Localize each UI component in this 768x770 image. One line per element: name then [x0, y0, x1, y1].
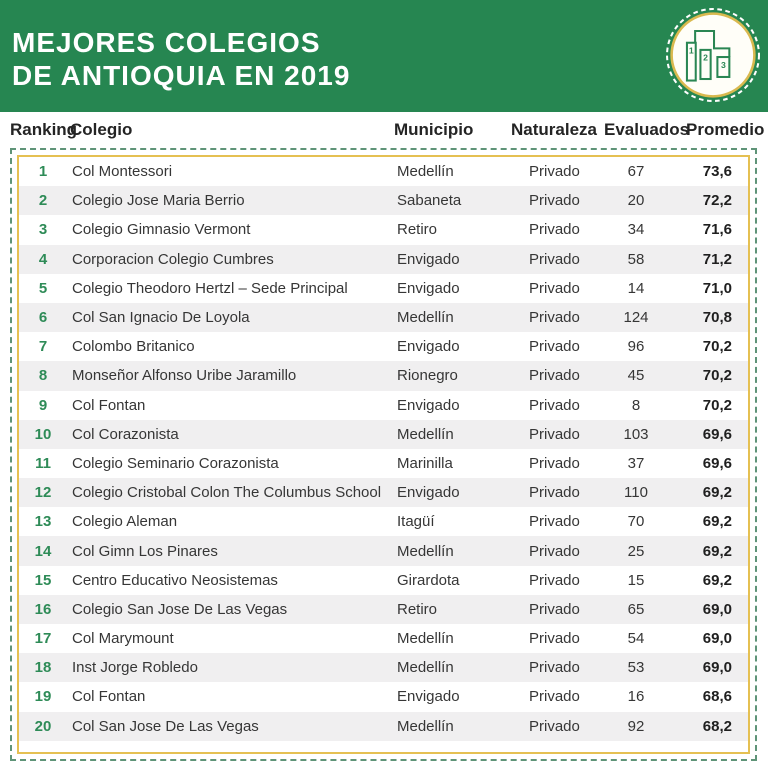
cell-colegio: Col Corazonista [72, 425, 179, 443]
cell-colegio: Col Montessori [72, 163, 173, 181]
cell-promedio: 69,0 [702, 630, 732, 648]
cell-evaluados: 34 [627, 221, 645, 239]
cell-municipio: Medellín [397, 659, 454, 677]
table-row [19, 566, 748, 595]
cell-naturaleza: Privado [529, 309, 580, 327]
column-header-colegio: Colegio [70, 120, 133, 139]
cell-colegio: Corporacion Colegio Cumbres [72, 250, 274, 268]
cell-naturaleza: Privado [529, 250, 580, 268]
cell-colegio: Colegio Cristobal Colon The Columbus School [72, 484, 382, 502]
cell-municipio: Envigado [397, 338, 460, 356]
column-header-promedio: Promedio [686, 120, 765, 139]
cell-evaluados: 92 [627, 717, 645, 735]
cell-evaluados: 25 [627, 542, 645, 560]
podium-number-1: 1 [688, 45, 694, 56]
cell-ranking: 18 [34, 659, 52, 677]
cell-colegio: Centro Educativo Neosistemas [72, 571, 278, 589]
cell-naturaleza: Privado [529, 542, 580, 560]
cell-promedio: 68,6 [702, 688, 732, 706]
cell-evaluados: 53 [627, 659, 645, 677]
cell-promedio: 69,0 [702, 659, 732, 677]
cell-promedio: 69,2 [702, 513, 732, 531]
cell-naturaleza: Privado [529, 221, 580, 239]
cell-promedio: 70,2 [702, 396, 732, 414]
cell-colegio: Inst Jorge Robledo [72, 659, 198, 677]
cell-colegio: Colegio Theodoro Hertzl – Sede Principal [72, 279, 348, 297]
header-banner [0, 0, 768, 112]
cell-naturaleza: Privado [529, 367, 580, 385]
cell-promedio: 71,2 [702, 250, 732, 268]
cell-ranking: 5 [38, 279, 48, 297]
cell-evaluados: 16 [627, 688, 645, 706]
table-row [19, 682, 748, 711]
cell-ranking: 7 [38, 338, 48, 356]
cell-ranking: 4 [38, 250, 48, 268]
table-row [19, 420, 748, 449]
cell-colegio: Col Fontan [72, 396, 146, 414]
cell-colegio: Colegio Seminario Corazonista [72, 454, 279, 472]
cell-municipio: Retiro [397, 221, 438, 239]
table-row [19, 303, 748, 332]
cell-naturaleza: Privado [529, 571, 580, 589]
cell-promedio: 69,2 [702, 542, 732, 560]
table-body-frame [10, 148, 757, 761]
table-row [19, 624, 748, 653]
cell-promedio: 70,2 [702, 338, 732, 356]
cell-promedio: 69,0 [702, 600, 732, 618]
cell-ranking: 3 [38, 221, 48, 239]
table-row [19, 186, 748, 215]
cell-naturaleza: Privado [529, 454, 580, 472]
table-header [0, 112, 768, 148]
cell-ranking: 9 [38, 396, 48, 414]
table-row [19, 332, 748, 361]
cell-naturaleza: Privado [529, 484, 580, 502]
cell-naturaleza: Privado [529, 659, 580, 677]
cell-municipio: Medellín [397, 630, 454, 648]
cell-ranking: 10 [34, 425, 52, 443]
cell-evaluados: 15 [627, 571, 645, 589]
cell-ranking: 12 [34, 484, 52, 502]
cell-naturaleza: Privado [529, 396, 580, 414]
cell-evaluados: 45 [627, 367, 645, 385]
cell-colegio: Col Gimn Los Pinares [72, 542, 218, 560]
cell-naturaleza: Privado [529, 513, 580, 531]
cell-ranking: 11 [35, 454, 51, 472]
table-row [19, 215, 748, 244]
cell-municipio: Envigado [397, 396, 460, 414]
cell-colegio: Colegio San Jose De Las Vegas [72, 600, 288, 618]
column-header-naturaleza: Naturaleza [511, 120, 597, 139]
cell-colegio: Colegio Jose Maria Berrio [72, 192, 245, 210]
table-row [19, 478, 748, 507]
cell-promedio: 71,0 [702, 279, 732, 297]
cell-ranking: 17 [34, 630, 52, 648]
cell-colegio: Colombo Britanico [72, 338, 195, 356]
cell-promedio: 71,6 [702, 221, 732, 239]
cell-naturaleza: Privado [529, 279, 580, 297]
cell-municipio: Marinilla [397, 454, 453, 472]
cell-municipio: Medellín [397, 542, 454, 560]
cell-evaluados: 96 [627, 338, 645, 356]
cell-municipio: Girardota [397, 571, 460, 589]
table-row [19, 361, 748, 390]
podium-number-2: 2 [703, 52, 708, 63]
cell-municipio: Envigado [397, 250, 460, 268]
cell-evaluados: 110 [624, 484, 648, 502]
cell-ranking: 16 [34, 600, 52, 618]
cell-colegio: Col Fontan [72, 688, 146, 706]
cell-naturaleza: Privado [529, 425, 580, 443]
cell-ranking: 19 [34, 688, 52, 706]
cell-promedio: 70,2 [702, 367, 732, 385]
cell-municipio: Envigado [397, 484, 460, 502]
cell-colegio: Col Marymount [72, 630, 174, 648]
cell-colegio: Colegio Gimnasio Vermont [72, 221, 251, 239]
cell-ranking: 8 [38, 367, 48, 385]
table-body [17, 155, 750, 754]
cell-evaluados: 103 [623, 425, 649, 443]
column-header-municipio: Municipio [394, 120, 474, 139]
cell-promedio: 69,6 [702, 425, 732, 443]
cell-promedio: 68,2 [702, 717, 732, 735]
cell-promedio: 69,2 [702, 484, 732, 502]
table-row [19, 449, 748, 478]
cell-colegio: Colegio Aleman [72, 513, 178, 531]
cell-municipio: Envigado [397, 688, 460, 706]
page-title-line2: DE ANTIOQUIA EN 2019 [12, 60, 351, 91]
cell-ranking: 13 [34, 513, 52, 531]
cell-evaluados: 65 [627, 600, 645, 618]
cell-ranking: 14 [34, 542, 52, 560]
cell-municipio: Medellín [397, 425, 454, 443]
cell-evaluados: 67 [627, 163, 645, 181]
cell-colegio: Monseñor Alfonso Uribe Jaramillo [72, 367, 297, 385]
cell-naturaleza: Privado [529, 163, 580, 181]
cell-evaluados: 8 [631, 396, 641, 414]
cell-colegio: Col San Jose De Las Vegas [72, 717, 259, 735]
cell-naturaleza: Privado [529, 192, 580, 210]
cell-municipio: Sabaneta [397, 192, 462, 210]
cell-evaluados: 20 [627, 192, 645, 210]
cell-ranking: 6 [38, 309, 48, 327]
cell-municipio: Medellín [397, 717, 454, 735]
cell-evaluados: 124 [623, 309, 649, 327]
table-row [19, 595, 748, 624]
page-title [12, 26, 350, 92]
cell-promedio: 72,2 [702, 192, 732, 210]
cell-ranking: 20 [34, 717, 52, 735]
cell-naturaleza: Privado [529, 338, 580, 356]
cell-colegio: Col San Ignacio De Loyola [72, 309, 250, 327]
table-row [19, 712, 748, 741]
cell-promedio: 73,6 [702, 163, 732, 181]
cell-ranking: 2 [38, 192, 48, 210]
cell-evaluados: 58 [627, 250, 645, 268]
table-row [19, 653, 748, 682]
cell-evaluados: 37 [627, 454, 645, 472]
table-row [19, 245, 748, 274]
cell-ranking: 1 [38, 163, 48, 181]
cell-naturaleza: Privado [529, 688, 580, 706]
podium-icon [666, 8, 760, 102]
cell-municipio: Envigado [397, 279, 460, 297]
cell-ranking: 15 [34, 571, 52, 589]
cell-promedio: 69,2 [702, 571, 732, 589]
cell-naturaleza: Privado [529, 717, 580, 735]
cell-promedio: 70,8 [702, 309, 732, 327]
table-row [19, 157, 748, 186]
cell-evaluados: 14 [627, 279, 645, 297]
cell-municipio: Itagüí [397, 513, 435, 531]
page-title-line1: MEJORES COLEGIOS [12, 27, 321, 58]
cell-naturaleza: Privado [529, 600, 580, 618]
table-row [19, 507, 748, 536]
table-row [19, 274, 748, 303]
cell-naturaleza: Privado [529, 630, 580, 648]
cell-municipio: Retiro [397, 600, 438, 618]
cell-municipio: Medellín [397, 163, 454, 181]
column-header-evaluados: Evaluados [604, 120, 690, 139]
column-header-ranking: Ranking [10, 120, 78, 139]
cell-promedio: 69,6 [702, 454, 732, 472]
podium-number-3: 3 [721, 59, 726, 70]
podium-badge [666, 8, 760, 102]
table-row [19, 536, 748, 565]
cell-municipio: Medellín [397, 309, 454, 327]
cell-municipio: Rionegro [397, 367, 458, 385]
table-row [19, 391, 748, 420]
cell-evaluados: 70 [627, 513, 645, 531]
cell-evaluados: 54 [627, 630, 645, 648]
